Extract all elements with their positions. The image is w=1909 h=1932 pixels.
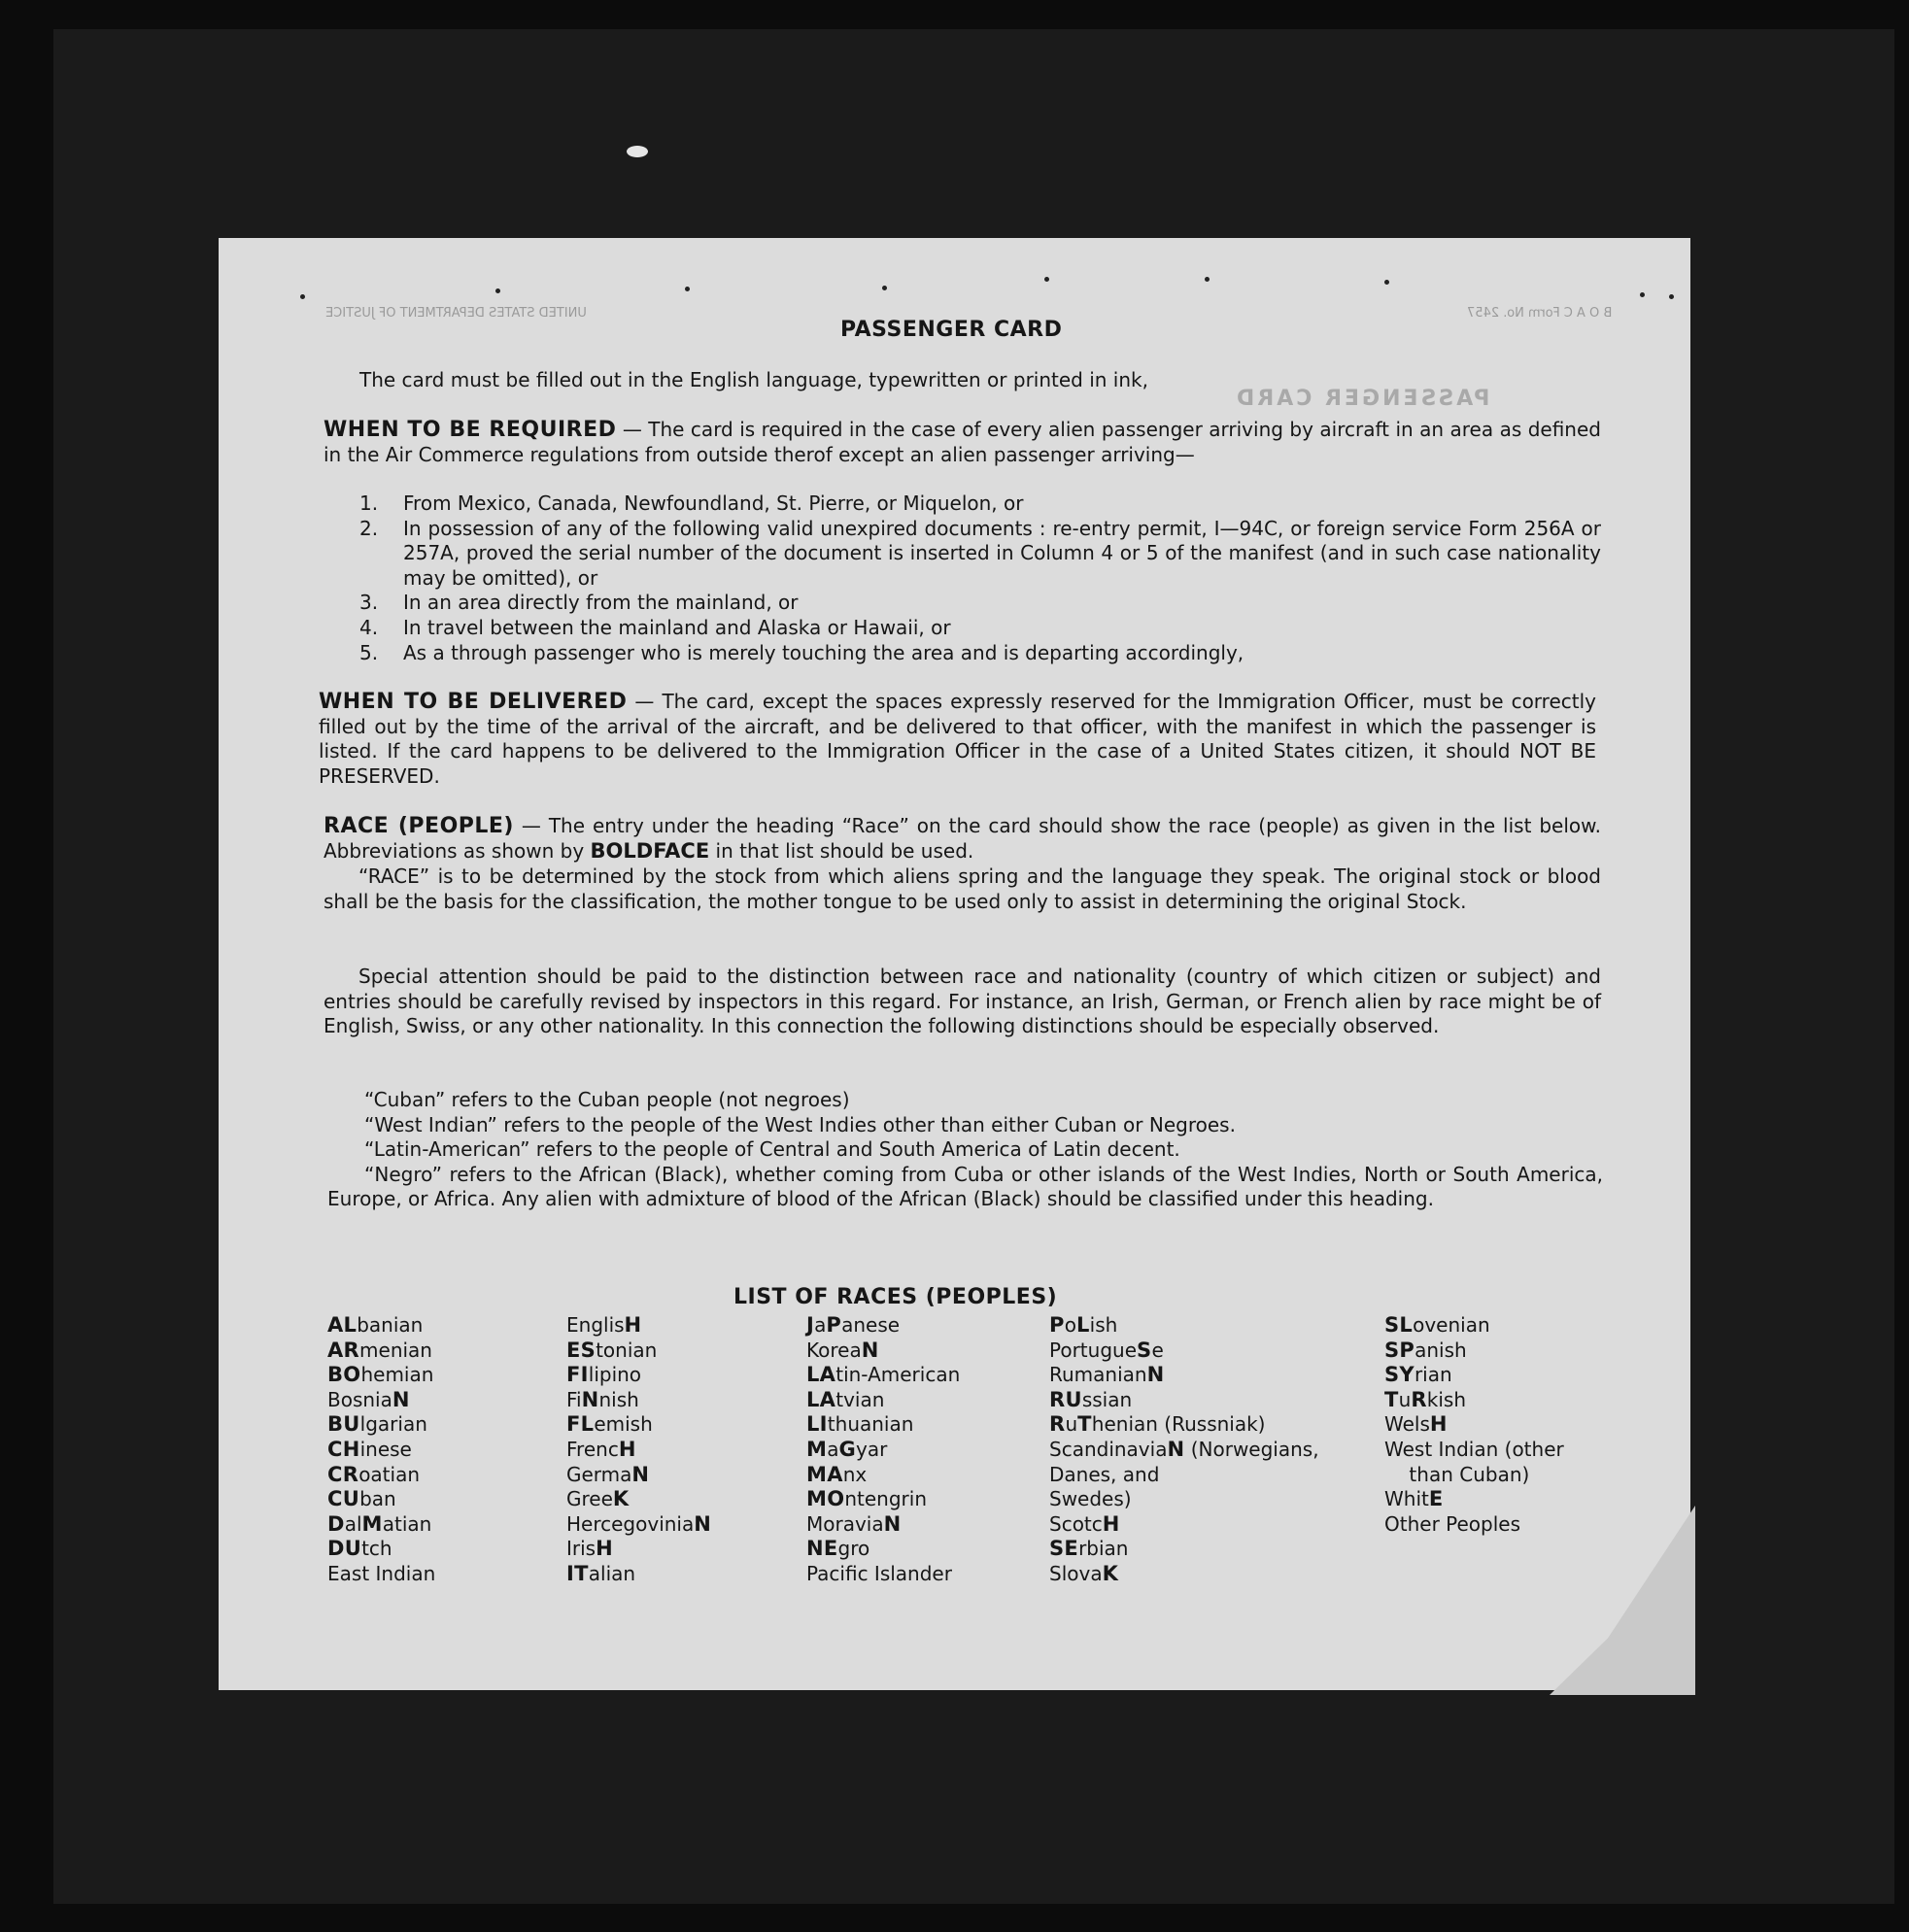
race-text: tonian bbox=[596, 1338, 658, 1362]
race-entry bbox=[1049, 1487, 1319, 1512]
race-abbreviation: K bbox=[612, 1487, 630, 1511]
race-text: Englis bbox=[566, 1313, 625, 1337]
race-column bbox=[806, 1313, 960, 1587]
race-abbreviation: N bbox=[1146, 1363, 1165, 1387]
race-text: East Indian bbox=[327, 1561, 436, 1585]
race-abbreviation: N bbox=[581, 1387, 599, 1411]
race-abbreviation: H bbox=[618, 1437, 636, 1461]
race-abbreviation: FL bbox=[566, 1412, 595, 1437]
race-text: tch bbox=[361, 1537, 392, 1561]
race-text: ntengrin bbox=[844, 1487, 928, 1511]
race-text: Rumanian bbox=[1049, 1363, 1147, 1387]
race-entry bbox=[1384, 1512, 1564, 1538]
race-abbreviation: SL bbox=[1384, 1313, 1414, 1337]
race-entry bbox=[327, 1438, 435, 1463]
item-number: 2. bbox=[359, 516, 379, 540]
race-abbreviation: BO bbox=[327, 1363, 361, 1387]
race-text: tvian bbox=[835, 1387, 885, 1411]
race-text: Other Peoples bbox=[1384, 1511, 1521, 1536]
race-entry bbox=[1049, 1562, 1319, 1587]
race-abbreviation: N bbox=[883, 1511, 902, 1536]
item-text: In travel between the mainland and Alaska or Hawaii, or bbox=[403, 615, 951, 639]
race-text: Slova bbox=[1049, 1561, 1103, 1585]
list-item bbox=[359, 616, 1601, 641]
race-text: oatian bbox=[358, 1462, 421, 1486]
race-abbreviation: N bbox=[631, 1462, 650, 1486]
race-entry bbox=[806, 1487, 960, 1512]
race-entry bbox=[327, 1487, 435, 1512]
race-entry bbox=[1049, 1463, 1319, 1488]
race-text: a bbox=[814, 1313, 827, 1337]
punch-dot bbox=[1384, 280, 1389, 285]
race-text: Wels bbox=[1384, 1412, 1430, 1437]
race-text: ssian bbox=[1081, 1387, 1133, 1411]
race-entry bbox=[1384, 1339, 1564, 1364]
race-entry bbox=[1049, 1339, 1319, 1364]
race-abbreviation: IT bbox=[566, 1561, 589, 1585]
race-text: than Cuban) bbox=[1384, 1462, 1530, 1486]
race-abbreviation: SE bbox=[1049, 1537, 1079, 1561]
race-stock-paragraph: “RACE” is to be determined by the stock from which aliens spring and the language they speak. The original stock or blood shall be the basis for the classification, the mother tongue to be used only to assist in determining the original Stock. bbox=[324, 864, 1601, 913]
race-text: u bbox=[1398, 1387, 1412, 1411]
race-text: Pacific Islander bbox=[806, 1561, 952, 1585]
race-abbreviation: AL bbox=[327, 1313, 358, 1337]
race-text: henian (Russniak) bbox=[1091, 1412, 1266, 1437]
race-entry bbox=[327, 1463, 435, 1488]
race-text: anish bbox=[1415, 1338, 1467, 1362]
race-entry bbox=[806, 1438, 960, 1463]
race-entry bbox=[806, 1412, 960, 1438]
race-text: rbian bbox=[1078, 1537, 1129, 1561]
race-text: menian bbox=[359, 1338, 432, 1362]
boldface-label: BOLDFACE bbox=[590, 838, 710, 863]
race-text: yar bbox=[856, 1437, 888, 1461]
race-entry bbox=[566, 1537, 711, 1562]
race-entry bbox=[566, 1438, 711, 1463]
race-entry bbox=[1049, 1537, 1319, 1562]
race-text: Moravia bbox=[806, 1511, 884, 1536]
race-entry bbox=[806, 1512, 960, 1538]
race-abbreviation: S bbox=[1137, 1338, 1152, 1362]
race-text: lipino bbox=[588, 1363, 642, 1387]
race-text: tin-American bbox=[835, 1363, 961, 1387]
race-abbreviation: D bbox=[327, 1511, 345, 1536]
race-text: al bbox=[344, 1511, 362, 1536]
race-abbreviation: N bbox=[392, 1387, 410, 1411]
item-number: 5. bbox=[359, 640, 379, 664]
race-entry bbox=[1384, 1438, 1564, 1463]
race-abbreviation: P bbox=[826, 1313, 842, 1337]
race-column bbox=[327, 1313, 435, 1587]
race-text: u bbox=[1065, 1412, 1078, 1437]
race-text: lgarian bbox=[359, 1412, 427, 1437]
race-entry bbox=[1049, 1388, 1319, 1413]
race-abbreviation: K bbox=[1102, 1561, 1119, 1585]
race-abbreviation: MO bbox=[806, 1487, 845, 1511]
race-abbreviation: N bbox=[861, 1338, 879, 1362]
race-entry bbox=[1049, 1438, 1319, 1463]
race-text: Portugue bbox=[1049, 1338, 1137, 1362]
race-text: Iris bbox=[566, 1537, 597, 1561]
punch-dot bbox=[685, 287, 690, 291]
item-text: In an area directly from the mainland, or bbox=[403, 591, 799, 615]
race-abbreviation: SY bbox=[1384, 1363, 1415, 1387]
race-abbreviation: LA bbox=[806, 1363, 836, 1387]
race-abbreviation: R bbox=[1411, 1387, 1427, 1411]
race-people-text-b: in that list should be used. bbox=[715, 838, 974, 863]
race-entry bbox=[1384, 1388, 1564, 1413]
race-abbreviation: T bbox=[1384, 1387, 1399, 1411]
punch-dot bbox=[1205, 277, 1210, 282]
race-entry bbox=[1384, 1313, 1564, 1339]
list-item: “Cuban” refers to the Cuban people (not negroes) bbox=[364, 1088, 850, 1111]
item-number: 3. bbox=[359, 591, 379, 615]
race-abbreviation: DU bbox=[327, 1537, 362, 1561]
race-abbreviation: CR bbox=[327, 1462, 359, 1486]
race-entry bbox=[566, 1339, 711, 1364]
when-required-text: The card is required in the case of every alien passenger arriving by aircraft in an area as defined in the Air Commerce regulations from outside therof except an alien passenger arriving— bbox=[324, 418, 1601, 466]
race-entry bbox=[1049, 1512, 1319, 1538]
race-text: kish bbox=[1426, 1387, 1467, 1411]
race-text: nish bbox=[598, 1387, 639, 1411]
race-text: Korea bbox=[806, 1338, 862, 1362]
list-item bbox=[359, 591, 1601, 616]
list-item bbox=[359, 517, 1601, 592]
item-number: 4. bbox=[359, 615, 379, 639]
race-abbreviation: CU bbox=[327, 1487, 360, 1511]
race-text: Germa bbox=[566, 1462, 632, 1486]
race-text: Hercegovinia bbox=[566, 1511, 695, 1536]
race-entry bbox=[806, 1463, 960, 1488]
race-abbreviation: L bbox=[1075, 1313, 1090, 1337]
race-text: emish bbox=[594, 1412, 653, 1437]
race-abbreviation: J bbox=[806, 1313, 815, 1337]
race-entry bbox=[1049, 1412, 1319, 1438]
list-item bbox=[359, 491, 1601, 517]
race-abbreviation: G bbox=[838, 1437, 857, 1461]
race-text: hemian bbox=[360, 1363, 434, 1387]
race-text: thuanian bbox=[827, 1412, 914, 1437]
race-text: ovenian bbox=[1413, 1313, 1490, 1337]
when-required-section: WHEN TO BE REQUIRED — The card is required in the case of every alien passenger arriving by aircraft in an area as defined in the Air Commerce regulations from outside therof except an alien passenger arriving— bbox=[324, 418, 1601, 466]
list-item: “Latin-American” refers to the people of Central and South America of Latin decent. bbox=[364, 1137, 1180, 1162]
list-item-text: “Negro” refers to the African (Black), whether coming from Cuba or other islands of the West Indies, North or South America, Europe, or Africa. Any alien with admixture of blood of the African (Black) should be classified under this heading. bbox=[327, 1162, 1603, 1211]
race-entry bbox=[1049, 1363, 1319, 1388]
item-number: 1. bbox=[359, 491, 379, 515]
item-text: In possession of any of the following valid unexpired documents : re-entry permit, I—94C, or foreign service Form 256A or 257A, proved the serial number of the document is inserted in Column 4 or 5 of the manifest (and in such case nationality may be omitted), or bbox=[403, 516, 1601, 590]
race-text: nx bbox=[842, 1462, 868, 1486]
race-text: alian bbox=[588, 1561, 636, 1585]
punch-dot bbox=[1044, 277, 1049, 282]
race-text: anese bbox=[841, 1313, 901, 1337]
race-entry bbox=[806, 1562, 960, 1587]
race-entry bbox=[1384, 1363, 1564, 1388]
race-entry bbox=[806, 1363, 960, 1388]
race-abbreviation: M bbox=[361, 1511, 383, 1536]
race-people-section: RACE (PEOPLE) — The entry under the heading “Race” on the card should show the race (people) as given in the list below. Abbreviations as shown by BOLDFACE in that list should be used. bbox=[324, 814, 1602, 863]
race-text: Swedes) bbox=[1049, 1487, 1132, 1511]
race-text: banian bbox=[357, 1313, 424, 1337]
exemption-list bbox=[359, 491, 1601, 665]
race-text: Gree bbox=[566, 1487, 613, 1511]
punch-dot bbox=[1640, 292, 1645, 297]
race-distinctions-list bbox=[327, 1088, 1603, 1212]
race-abbreviation: H bbox=[1429, 1412, 1448, 1437]
race-entry bbox=[327, 1412, 435, 1438]
race-entry bbox=[327, 1562, 435, 1587]
race-entry bbox=[566, 1313, 711, 1339]
race-abbreviation: SP bbox=[1384, 1338, 1415, 1362]
race-text: (Norwegians, bbox=[1184, 1437, 1319, 1461]
race-abbreviation: R bbox=[1049, 1412, 1066, 1437]
race-column bbox=[1049, 1313, 1319, 1587]
race-abbreviation: M bbox=[806, 1437, 828, 1461]
race-text: o bbox=[1064, 1313, 1076, 1337]
when-delivered-heading: WHEN TO BE DELIVERED bbox=[319, 690, 628, 714]
race-entry bbox=[806, 1313, 960, 1339]
bleed-through-form-number: B O A C Form No. 2457 bbox=[1467, 306, 1613, 321]
bleed-through-agency: UNITED STATES DEPARTMENT OF JUSTICE bbox=[325, 306, 587, 321]
race-text: Fi bbox=[566, 1387, 582, 1411]
race-column bbox=[1384, 1313, 1564, 1537]
race-entry bbox=[327, 1313, 435, 1339]
race-text: gro bbox=[837, 1537, 870, 1561]
item-text: From Mexico, Canada, Newfoundland, St. Pierre, or Miquelon, or bbox=[403, 491, 1024, 515]
race-text: Frenc bbox=[566, 1437, 619, 1461]
list-item bbox=[359, 641, 1601, 666]
race-entry bbox=[566, 1412, 711, 1438]
race-people-text-a: The entry under the heading “Race” on the card should show the race (people) as given in the list below. Abbreviations as shown by bbox=[324, 814, 1602, 863]
race-abbreviation: FI bbox=[566, 1363, 589, 1387]
race-entry bbox=[1384, 1487, 1564, 1512]
race-entry bbox=[566, 1463, 711, 1488]
special-attention-paragraph: Special attention should be paid to the distinction between race and nationality (country of which citizen or subject) and entries should be carefully revised by inspectors in this regard. For instance, an Irish, German, or French alien by race might be of English, Swiss, or any other nationality. In this connection the following distinctions should be especially observed. bbox=[324, 965, 1601, 1038]
race-abbreviation: MA bbox=[806, 1462, 843, 1486]
race-entry bbox=[1384, 1412, 1564, 1438]
card-instructions: The card must be filled out in the English language, typewritten or printed in ink, bbox=[359, 368, 1148, 391]
race-entry bbox=[806, 1388, 960, 1413]
race-abbreviation: RU bbox=[1049, 1387, 1082, 1411]
punch-dot bbox=[1669, 294, 1674, 299]
race-text: Whit bbox=[1384, 1487, 1429, 1511]
when-required-heading: WHEN TO BE REQUIRED bbox=[324, 418, 617, 442]
race-text: Bosnia bbox=[327, 1387, 392, 1411]
race-entry bbox=[566, 1562, 711, 1587]
race-text: atian bbox=[382, 1511, 432, 1536]
race-abbreviation: AR bbox=[327, 1338, 360, 1362]
race-text: ish bbox=[1089, 1313, 1118, 1337]
race-entry bbox=[806, 1537, 960, 1562]
item-text: As a through passenger who is merely touching the area and is departing accordingly, bbox=[403, 640, 1244, 664]
race-abbreviation: LI bbox=[806, 1412, 828, 1437]
race-entry bbox=[1384, 1463, 1564, 1488]
race-text: a bbox=[827, 1437, 839, 1461]
race-entry bbox=[327, 1388, 435, 1413]
race-abbreviation: E bbox=[1428, 1487, 1444, 1511]
race-abbreviation: T bbox=[1077, 1412, 1092, 1437]
race-abbreviation: P bbox=[1049, 1313, 1065, 1337]
race-abbreviation: ES bbox=[566, 1338, 597, 1362]
punch-dot bbox=[882, 286, 887, 290]
race-entry bbox=[566, 1512, 711, 1538]
race-entry bbox=[327, 1512, 435, 1538]
race-text: West Indian (other bbox=[1384, 1437, 1564, 1461]
race-text: rian bbox=[1414, 1363, 1452, 1387]
race-entry bbox=[806, 1339, 960, 1364]
race-entry bbox=[1049, 1313, 1319, 1339]
race-text: Scotc bbox=[1049, 1511, 1103, 1536]
when-delivered-section: WHEN TO BE DELIVERED — The card, except the spaces expressly reserved for the Immigration Officer, must be correctly filled out by the time of the arrival of the aircraft, and be delivered to that officer, with the manifest in which the passenger is listed. If the card happens to be delivered to the Immigration Officer in the case of a United States citizen, it should NOT BE PRESERVED. bbox=[319, 690, 1596, 788]
race-text: inese bbox=[359, 1437, 412, 1461]
card-title: PASSENGER CARD bbox=[840, 318, 1063, 342]
race-entry bbox=[327, 1363, 435, 1388]
race-column bbox=[566, 1313, 711, 1587]
race-abbreviation: BU bbox=[327, 1412, 360, 1437]
race-abbreviation: NE bbox=[806, 1537, 838, 1561]
race-text: ban bbox=[359, 1487, 396, 1511]
bleed-through-title: PASSENGER CARD bbox=[1234, 387, 1490, 411]
list-item bbox=[327, 1163, 1603, 1212]
race-entry bbox=[327, 1339, 435, 1364]
race-entry bbox=[327, 1537, 435, 1562]
race-abbreviation: H bbox=[624, 1313, 642, 1337]
punch-dot bbox=[300, 294, 305, 299]
race-entry bbox=[566, 1487, 711, 1512]
race-list-title: LIST OF RACES (PEOPLES) bbox=[733, 1285, 1058, 1309]
race-entry bbox=[566, 1363, 711, 1388]
race-abbreviation: N bbox=[694, 1511, 712, 1536]
when-delivered-text: The card, except the spaces expressly reserved for the Immigration Officer, must be correctly filled out by the time of the arrival of the aircraft, and be delivered to that officer, with the manifest in which the passenger is listed. If the card happens to be delivered to the Immigration Officer in the case of a United States citizen, it should NOT BE PRESERVED. bbox=[319, 690, 1596, 788]
list-item: “West Indian” refers to the people of the West Indies other than either Cuban or Negroes. bbox=[364, 1112, 1236, 1136]
race-people-heading: RACE (PEOPLE) bbox=[324, 814, 514, 838]
race-text: Scandinavia bbox=[1049, 1437, 1168, 1461]
race-abbreviation: N bbox=[1167, 1437, 1185, 1461]
dust-speck bbox=[627, 146, 648, 157]
race-abbreviation: H bbox=[596, 1537, 613, 1561]
race-entry bbox=[566, 1388, 711, 1413]
race-abbreviation: H bbox=[1102, 1511, 1120, 1536]
race-abbreviation: CH bbox=[327, 1437, 360, 1461]
race-abbreviation: LA bbox=[806, 1387, 836, 1411]
race-text: e bbox=[1151, 1338, 1164, 1362]
race-text: Danes, and bbox=[1049, 1462, 1160, 1486]
punch-dot bbox=[495, 288, 500, 293]
